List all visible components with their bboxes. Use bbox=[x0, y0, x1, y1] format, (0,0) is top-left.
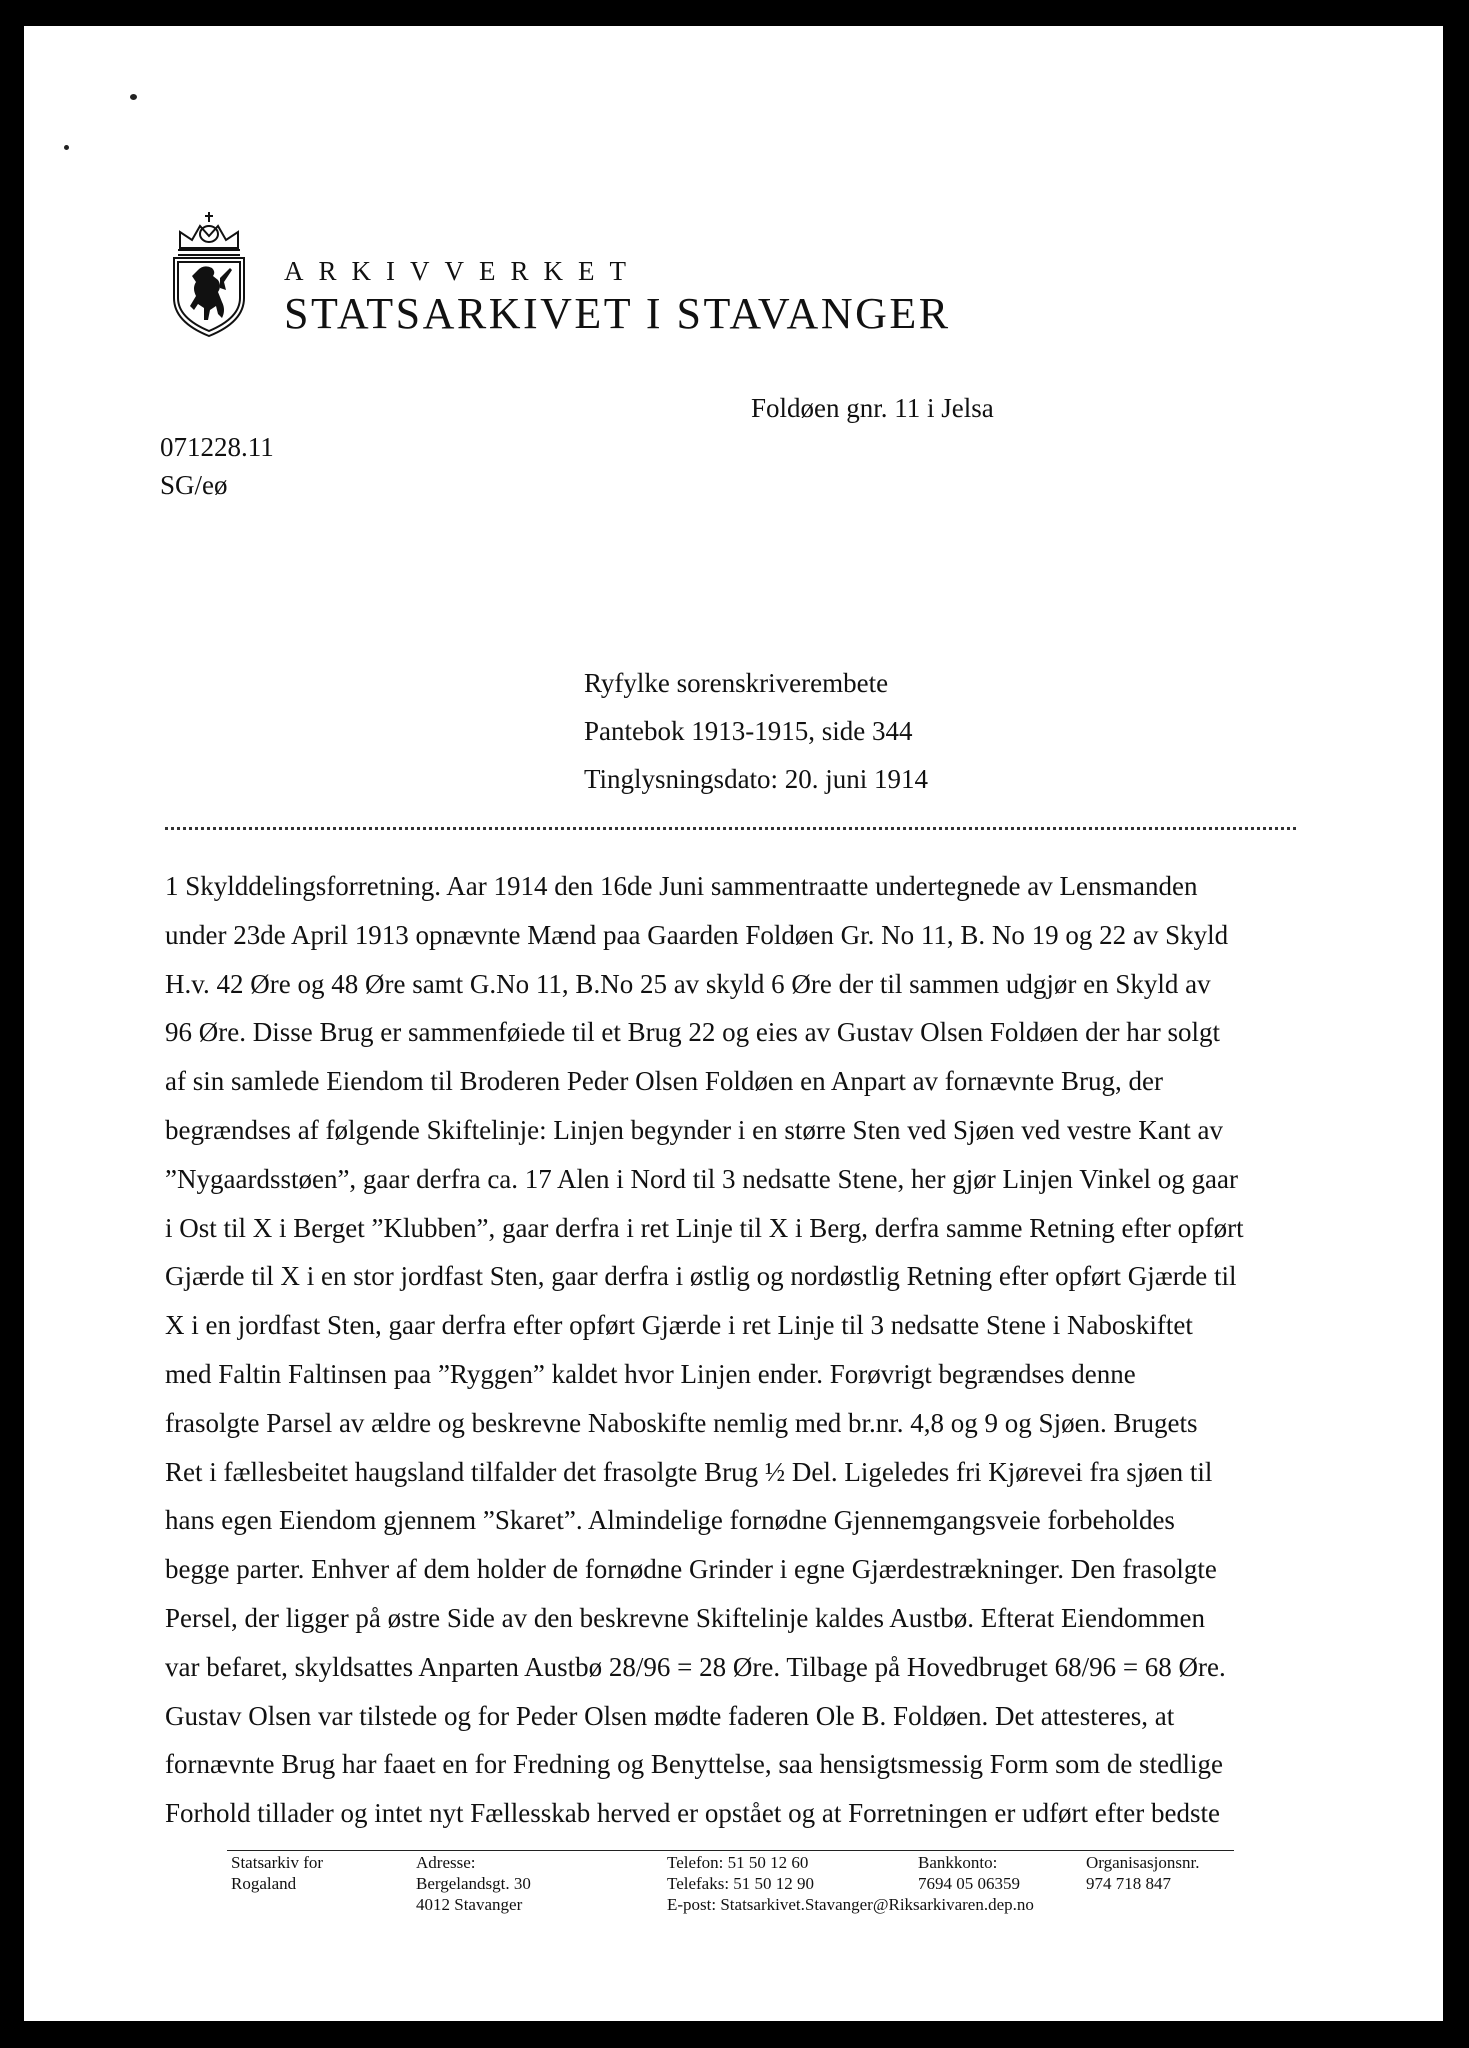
recipient-block bbox=[584, 659, 928, 803]
footer-bank bbox=[918, 1852, 1020, 1894]
body-line: begge parter. Enhver af dem holder de fornødne Grinder i egne Gjærdestrækninger. Den frasolgte bbox=[165, 1554, 1217, 1585]
footer-text: Rogaland bbox=[231, 1874, 297, 1893]
body-line: 1 Skylddelingsforretning. Aar 1914 den 16de Juni sammentraatte undertegnede av Lensmanden bbox=[165, 871, 1198, 901]
body-line: Persel, der ligger på østre Side av den beskrevne Skiftelinje kaldes Austbø. Efterat Eiendommen bbox=[165, 1602, 1205, 1633]
footer-text: 974 718 847 bbox=[1086, 1874, 1171, 1893]
footer-text: Organisasjonsnr. bbox=[1086, 1853, 1200, 1872]
footer-text: Bankkonto: bbox=[918, 1853, 998, 1872]
body-line: frasolgte Parsel av ældre og beskrevne Naboskifte nemlig med br.nr. 4,8 og 9 og Sjøen. Brugets bbox=[165, 1407, 1198, 1438]
scan-speck bbox=[130, 94, 137, 100]
body-line: 96 Øre. Disse Brug er sammenføiede til et Brug 22 og eies av Gustav Olsen Foldøen der har solgt bbox=[165, 1017, 1221, 1048]
footer-address bbox=[416, 1852, 531, 1915]
office-name: STATSARKIVET I STAVANGER bbox=[284, 289, 951, 338]
body-line: af sin samlede Eiendom til Broderen Peder Olsen Foldøen en Anpart av fornævnte Brug, der bbox=[165, 1066, 1164, 1097]
body-line: begrændses af følgende Skiftelinje: Linjen begynder i en større Sten ved Sjøen ved vestre Kant av bbox=[165, 1114, 1223, 1145]
footer-email: E-post: Statsarkivet.Stavanger@Riksarkivaren.dep.no bbox=[667, 1895, 1034, 1914]
body-line: under 23de April 1913 opnævnte Mænd paa Gaarden Foldøen Gr. No 11, B. No 19 og 22 av Skyld bbox=[165, 919, 1229, 950]
body-line: Gustav Olsen var tilstede og for Peder Olsen mødte faderen Ole B. Foldøen. Det attesteres, at bbox=[165, 1700, 1175, 1731]
footer-text: 7694 05 06359 bbox=[918, 1874, 1020, 1893]
subject-line: Foldøen gnr. 11 i Jelsa bbox=[751, 393, 994, 423]
body-line: Forhold tillader og intet nyt Fællesskab herved er opstået og at Forretningen er udført efter bedste bbox=[165, 1798, 1220, 1829]
recipient-line: Ryfylke sorenskriverembete bbox=[584, 668, 889, 698]
scan-speck bbox=[64, 145, 69, 150]
reference-initials: SG/eø bbox=[160, 470, 228, 500]
body-line: Gjærde til X i en stor jordfast Sten, gaar derfra i østlig og nordøstlig Retning efter opført Gjærde til bbox=[165, 1261, 1237, 1292]
recipient-line: Tinglysningsdato: 20. juni 1914 bbox=[584, 764, 929, 794]
body-line: med Faltin Faltinsen paa ”Ryggen” kaldet hvor Linjen ender. Forøvrigt begrændses denne bbox=[165, 1358, 1136, 1389]
reference-block bbox=[160, 428, 274, 504]
footer-text: Adresse: bbox=[416, 1853, 476, 1872]
dotted-separator bbox=[165, 827, 1296, 830]
body-line: hans egen Eiendom gjennem ”Skaret”. Almindelige fornødne Gjennemgangsveie forbeholdes bbox=[165, 1505, 1175, 1536]
body-line: Ret i fællesbeitet haugsland tilfalder det frasolgte Brug ½ Del. Ligeledes fri Kjørevei fra sjøen til bbox=[165, 1456, 1213, 1487]
body-line: ”Nygaardsstøen”, gaar derfra ca. 17 Alen i Nord til 3 nedsatte Stene, her gjør Linjen Vinkel og gaar bbox=[165, 1163, 1239, 1194]
footer-fax: Telefaks: 51 50 12 90 bbox=[667, 1874, 815, 1893]
recipient-line: Pantebok 1913-1915, side 344 bbox=[584, 716, 913, 746]
letterhead bbox=[284, 256, 951, 340]
reference-number: 071228.11 bbox=[160, 432, 274, 462]
footer-rule bbox=[227, 1850, 1234, 1851]
footer-text: 4012 Stavanger bbox=[416, 1895, 523, 1914]
body-line: H.v. 42 Øre og 48 Øre samt G.No 11, B.No 25 av skyld 6 Øre der til sammen udgjør en Skyld av bbox=[165, 968, 1211, 999]
footer-archive bbox=[231, 1852, 323, 1894]
body-line: fornævnte Brug har faaet en for Fredning og Benyttelse, saa hensigtsmessig Form som de stedlige bbox=[165, 1749, 1224, 1780]
document-page bbox=[24, 26, 1443, 2021]
body-line: X i en jordfast Sten, gaar derfra efter opført Gjærde i ret Linje til 3 nedsatte Stene i Naboskiftet bbox=[165, 1310, 1193, 1341]
footer-text: Statsarkiv for bbox=[231, 1853, 324, 1872]
body-text bbox=[165, 862, 1300, 1838]
body-line: i Ost til X i Berget ”Klubben”, gaar derfra i ret Linje til X i Berg, derfra samme Retning efter opført bbox=[165, 1212, 1244, 1243]
footer-text: Bergelandsgt. 30 bbox=[416, 1874, 531, 1893]
agency-name: ARKIVVERKET bbox=[284, 256, 641, 286]
footer-phone: Telefon: 51 50 12 60 bbox=[667, 1853, 809, 1872]
norwegian-coat-of-arms-icon bbox=[168, 210, 250, 340]
body-line: var befaret, skyldsattes Anparten Austbø 28/96 = 28 Øre. Tilbage på Hovedbruget 68/96 = 68 Øre. bbox=[165, 1651, 1226, 1682]
footer-orgnr bbox=[1086, 1852, 1200, 1894]
